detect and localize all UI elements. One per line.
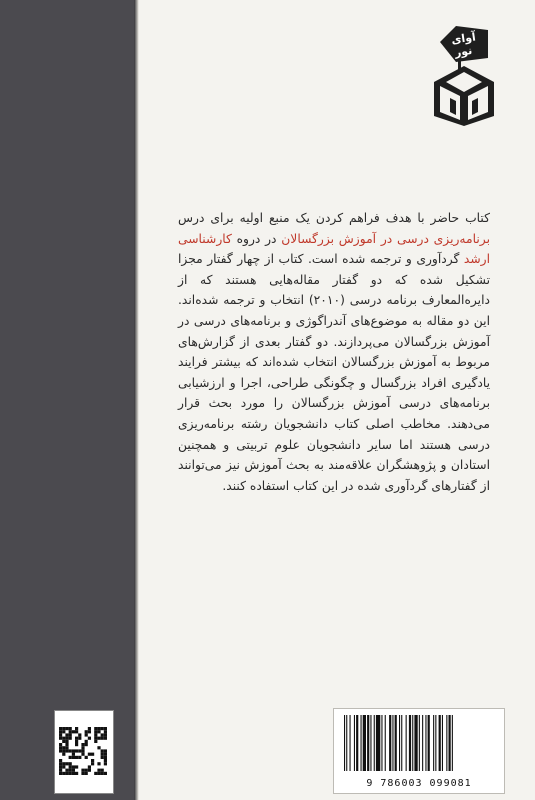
- qr-module: [65, 769, 68, 772]
- qr-module: [88, 737, 91, 740]
- cover-fold: [138, 0, 139, 800]
- barcode-bar: [422, 715, 423, 771]
- qr-module: [85, 730, 88, 733]
- qr-module: [75, 772, 78, 775]
- qr-module: [62, 772, 65, 775]
- qr-module: [65, 737, 68, 740]
- qr-module: [104, 759, 107, 762]
- qr-module: [88, 730, 91, 733]
- qr-module: [75, 743, 78, 746]
- qr-module: [62, 749, 65, 752]
- qr-module: [94, 727, 97, 730]
- qr-module: [62, 753, 65, 756]
- qr-module: [78, 756, 81, 759]
- barcode-bar: [425, 715, 426, 771]
- qr-module: [75, 737, 78, 740]
- qr-module: [94, 772, 97, 775]
- qr-module: [101, 727, 104, 730]
- qr-module: [85, 756, 88, 759]
- qr-module: [65, 749, 68, 752]
- qr-module: [59, 759, 62, 762]
- qr-module: [75, 756, 78, 759]
- qr-module: [104, 772, 107, 775]
- qr-module: [69, 737, 72, 740]
- barcode-bar: [376, 715, 380, 771]
- qr-module: [69, 762, 72, 765]
- publisher-logo: [426, 20, 502, 126]
- logo-text-bottom: نور: [454, 43, 474, 60]
- qr-module: [69, 727, 72, 730]
- qr-module: [75, 730, 78, 733]
- qr-module: [75, 749, 78, 752]
- barcode-bar: [346, 715, 347, 771]
- qr-module: [65, 746, 68, 749]
- barcode-bar: [419, 715, 420, 771]
- qr-module: [65, 740, 68, 743]
- qr-module: [59, 749, 62, 752]
- qr-module: [59, 733, 62, 736]
- qr-module: [75, 740, 78, 743]
- qr-module: [97, 762, 100, 765]
- qr-module: [94, 737, 97, 740]
- barcode-bar: [374, 715, 375, 771]
- qr-module: [97, 730, 100, 733]
- qr-module: [97, 727, 100, 730]
- qr-module: [59, 769, 62, 772]
- qr-module: [104, 730, 107, 733]
- qr-module: [88, 765, 91, 768]
- qr-module: [85, 743, 88, 746]
- qr-module: [65, 772, 68, 775]
- barcode-bar: [449, 715, 451, 771]
- blurb-text-3: گردآوری و ترجمه شده است. کتاب از چهار گفتار مجزا تشکیل شده که دو گفتار مقاله‌هایی هستند که از دایره‌المعارف برنامه درسی (۲۰۱۰) انتخاب و ترجمه شده‌اند. این دو مقاله به موضوع‌های آندراگوژی و برنامه‌های درسی در آموزش بزرگسالان می‌پردازند. دو گفتار بعدی از گزارش‌های مربوط به آموزش بزرگسالان انتخاب شده‌اند که بیشتر فرایند یادگیری افراد بزرگسال و چگونگی طراحی، اجرا و ارزشیابی برنامه‌های درسی آموزش بزرگسالان را مورد بحث قرار می‌دهند. مخاطب اصلی کتاب دانشجویان رشته برنامه‌ریزی درسی هستند اما سایر دانشجویان علوم تربیتی و همچنین استادان و پژوهشگران علاقه‌مند به بحث آموزش نیز می‌توانند از گفتارهای گردآوری شده در این کتاب استفاده کنند.: [178, 252, 490, 493]
- isbn-barcode: [333, 708, 505, 794]
- qr-module: [62, 740, 65, 743]
- barcode-bar: [446, 715, 447, 771]
- qr-module: [88, 769, 91, 772]
- barcode-bar: [350, 715, 351, 771]
- qr-module: [104, 737, 107, 740]
- qr-module: [72, 772, 75, 775]
- barcode-bar: [395, 715, 397, 771]
- back-cover-blurb: [178, 208, 490, 496]
- qr-module: [97, 737, 100, 740]
- qr-module: [72, 730, 75, 733]
- barcode-bar: [389, 715, 391, 771]
- qr-module: [104, 762, 107, 765]
- qr-module: [104, 733, 107, 736]
- barcode-bar: [406, 715, 407, 771]
- qr-module: [104, 727, 107, 730]
- logo-text-top: آوای: [450, 30, 477, 47]
- book-spine: [0, 0, 134, 800]
- qr-module: [62, 746, 65, 749]
- qr-module: [97, 746, 100, 749]
- qr-module: [104, 756, 107, 759]
- barcode-bar: [428, 715, 430, 771]
- qr-module: [72, 753, 75, 756]
- barcode-bar: [385, 715, 386, 771]
- qr-module: [59, 730, 62, 733]
- qr-module: [78, 733, 81, 736]
- qr-module: [97, 769, 100, 772]
- qr-module: [59, 765, 62, 768]
- qr-module: [69, 756, 72, 759]
- qr-module: [69, 769, 72, 772]
- qr-module: [91, 753, 94, 756]
- qr-module: [94, 740, 97, 743]
- qr-module: [59, 762, 62, 765]
- qr-module: [91, 759, 94, 762]
- qr-module: [81, 749, 84, 752]
- barcode-bar: [363, 715, 366, 771]
- barcode-bar: [433, 715, 434, 771]
- qr-module: [81, 772, 84, 775]
- qr-module: [101, 772, 104, 775]
- qr-module: [97, 772, 100, 775]
- barcode-bar: [392, 715, 393, 771]
- blurb-text-2: در دروه: [231, 231, 282, 246]
- barcode-bar: [412, 715, 413, 771]
- barcode-bar: [356, 715, 358, 771]
- qr-module: [75, 765, 78, 768]
- qr-module: [101, 733, 104, 736]
- qr-module: [78, 737, 81, 740]
- qr-module: [104, 753, 107, 756]
- qr-module: [59, 772, 62, 775]
- qr-module: [81, 743, 84, 746]
- qr-module: [72, 756, 75, 759]
- qr-module: [69, 772, 72, 775]
- qr-module: [62, 727, 65, 730]
- qr-module: [62, 730, 65, 733]
- qr-module: [78, 749, 81, 752]
- barcode-bar: [344, 715, 345, 771]
- qr-module: [75, 727, 78, 730]
- barcode-bar: [399, 715, 400, 771]
- qr-module: [59, 746, 62, 749]
- qr-module: [85, 769, 88, 772]
- barcode-bar: [452, 715, 453, 771]
- qr-module: [101, 756, 104, 759]
- barcode-bar: [414, 715, 417, 771]
- qr-module: [101, 769, 104, 772]
- qr-module: [65, 727, 68, 730]
- qr-module: [72, 765, 75, 768]
- qr-module: [101, 749, 104, 752]
- barcode-bar: [401, 715, 402, 771]
- qr-module: [101, 737, 104, 740]
- barcode-bar: [442, 715, 443, 771]
- qr-module: [81, 769, 84, 772]
- qr-module: [62, 765, 65, 768]
- qr-module: [81, 753, 84, 756]
- qr-module: [65, 762, 68, 765]
- qr-module: [88, 727, 91, 730]
- qr-code: [54, 710, 114, 794]
- isbn-number: 9 786003 099081: [366, 778, 472, 789]
- blurb-text-1: کتاب حاضر با هدف فراهم کردن یک منبع اولیه برای درس: [178, 211, 490, 225]
- blurb-paragraph: [178, 208, 490, 496]
- qr-module: [69, 733, 72, 736]
- qr-module: [94, 733, 97, 736]
- qr-module: [69, 730, 72, 733]
- barcode-bar: [435, 715, 436, 771]
- qr-module: [101, 753, 104, 756]
- qr-module: [72, 749, 75, 752]
- qr-module: [91, 762, 94, 765]
- barcode-bar: [367, 715, 369, 771]
- barcode-bar: [370, 715, 371, 771]
- qr-module: [59, 743, 62, 746]
- qr-module: [88, 753, 91, 756]
- degree-highlight: کارشناسی ارشد: [178, 231, 490, 267]
- qr-module: [59, 727, 62, 730]
- qr-module: [65, 733, 68, 736]
- qr-module: [59, 737, 62, 740]
- qr-module: [65, 743, 68, 746]
- barcode-bars: [340, 715, 498, 773]
- qr-module: [62, 737, 65, 740]
- qr-module: [69, 749, 72, 752]
- qr-module: [85, 733, 88, 736]
- qr-module: [94, 730, 97, 733]
- qr-module: [85, 772, 88, 775]
- qr-module: [85, 740, 88, 743]
- barcode-bar: [361, 715, 362, 771]
- barcode-bar: [439, 715, 441, 771]
- qr-module: [62, 762, 65, 765]
- barcode-bar: [354, 715, 355, 771]
- qr-module: [81, 746, 84, 749]
- barcode-bar: [409, 715, 411, 771]
- barcode-bar: [381, 715, 382, 771]
- qr-module: [104, 749, 107, 752]
- qr-module: [72, 769, 75, 772]
- qr-module: [69, 765, 72, 768]
- course-title-highlight: برنامه‌ریزی درسی در آموزش بزرگسالان: [281, 231, 490, 246]
